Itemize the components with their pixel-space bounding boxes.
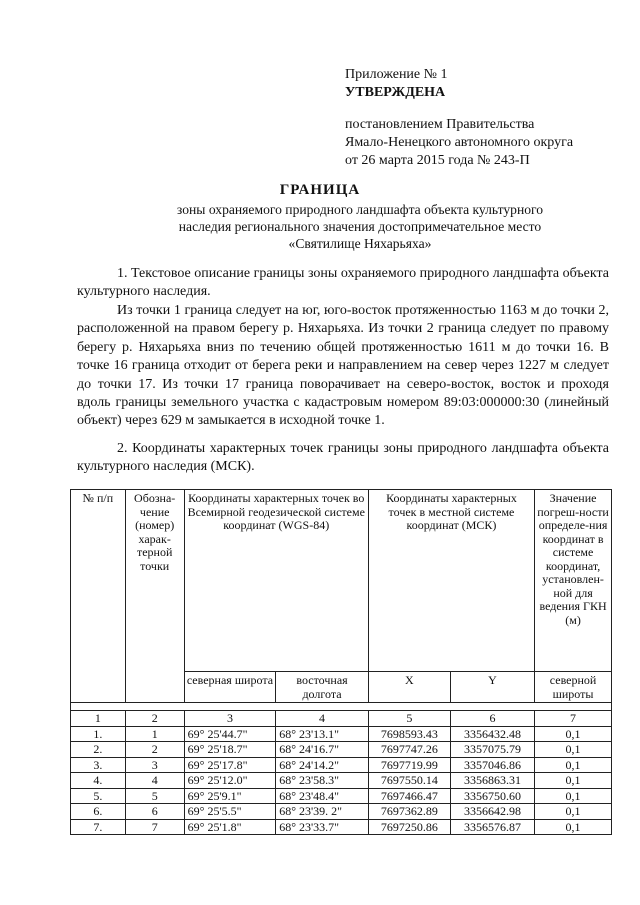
row-num: 2. xyxy=(71,742,126,758)
paragraph-1: 1. Текстовое описание границы зоны охраняемого природного ландшафта объекта культурного наследия. xyxy=(77,266,609,300)
row-num: 1. xyxy=(71,726,126,742)
row-accuracy: 0,1 xyxy=(535,726,612,742)
header-y: Y xyxy=(450,672,534,703)
row-accuracy: 0,1 xyxy=(535,773,612,789)
table-row xyxy=(71,757,612,773)
column-number: 1 xyxy=(71,711,126,727)
column-number: 3 xyxy=(184,711,276,727)
row-longitude: 68° 24'14.2" xyxy=(276,757,369,773)
appendix-number: Приложение № 1 xyxy=(345,67,448,82)
row-num: 3. xyxy=(71,757,126,773)
coordinates-table xyxy=(70,489,612,835)
row-latitude: 69° 25'12.0" xyxy=(184,773,276,789)
document-title: ГРАНИЦА xyxy=(279,182,361,198)
row-accuracy: 0,1 xyxy=(535,819,612,835)
row-y: 3356863.31 xyxy=(450,773,534,789)
header-latitude: северная широта xyxy=(184,672,276,703)
header-msk: Координаты характерных точек в местной системе координат (МСК) xyxy=(368,490,534,672)
column-number: 5 xyxy=(368,711,450,727)
subtitle-line-3: «Святилище Няхарьяха» xyxy=(288,236,432,251)
row-point: 7 xyxy=(125,819,184,835)
column-number: 2 xyxy=(125,711,184,727)
row-longitude: 68° 23'33.7" xyxy=(276,819,369,835)
column-number-row xyxy=(71,711,612,727)
row-point: 2 xyxy=(125,742,184,758)
row-num: 4. xyxy=(71,773,126,789)
row-point: 5 xyxy=(125,788,184,804)
row-longitude: 68° 23'58.3" xyxy=(276,773,369,789)
header-longitude: восточная долгота xyxy=(276,672,369,703)
row-longitude: 68° 24'16.7" xyxy=(276,742,369,758)
header-num: № п/п xyxy=(71,490,126,703)
column-number: 4 xyxy=(276,711,369,727)
table-header-row xyxy=(71,490,612,672)
row-latitude: 69° 25'1.8" xyxy=(184,819,276,835)
row-y: 3356576.87 xyxy=(450,819,534,835)
row-num: 7. xyxy=(71,819,126,835)
table-row xyxy=(71,804,612,820)
header-latitude-accuracy: северной широты xyxy=(535,672,612,703)
row-x: 7697466.47 xyxy=(368,788,450,804)
row-y: 3356750.60 xyxy=(450,788,534,804)
row-x: 7698593.43 xyxy=(368,726,450,742)
header-x: X xyxy=(368,672,450,703)
row-point: 3 xyxy=(125,757,184,773)
column-number: 6 xyxy=(450,711,534,727)
row-latitude: 69° 25'44.7" xyxy=(184,726,276,742)
subtitle-line-1: зоны охраняемого природного ландшафта объекта культурного xyxy=(176,202,544,217)
row-y: 3357046.86 xyxy=(450,757,534,773)
row-point: 4 xyxy=(125,773,184,789)
row-x: 7697747.26 xyxy=(368,742,450,758)
row-latitude: 69° 25'9.1" xyxy=(184,788,276,804)
subtitle-line-2: наследия регионального значения достопримечательное место xyxy=(178,219,542,234)
paragraph-2: Из точки 1 граница следует на юг, юго-восток протяженностью 1163 м до точки 2, расположенной на правом берегу р. Няхарьяха. Из точки 2 граница следует по правому берегу р. Няхарьяха вниз по течению общей протяженностью 1611 м до точки 16. В точке 16 граница отходит от берега реки и направлением на север через 1227 м следует до точки 17. Из точки 17 граница поворачивает на северо-восток, восток и проходя вдоль границы земельного участка с кадастровым номером 89:03:000000:30 (линейный объект) через 629 м замыкается в исходной точке 1. xyxy=(77,303,609,429)
column-number: 7 xyxy=(535,711,612,727)
row-x: 7697719.99 xyxy=(368,757,450,773)
approval-block xyxy=(345,66,573,170)
header-accuracy: Значение погреш-ности определе-ния координат в системе координат, установлен-ной для ведения ГКН (м) xyxy=(535,490,612,672)
date-line: от 26 марта 2015 года № 243-П xyxy=(345,153,530,168)
row-point: 6 xyxy=(125,804,184,820)
row-y: 3357075.79 xyxy=(450,742,534,758)
government-line: Ямало-Ненецкого автономного округа xyxy=(345,135,574,150)
header-point: Обозна-чение (номер) харак-терной точки xyxy=(125,490,184,703)
row-latitude: 69° 25'17.8" xyxy=(184,757,276,773)
table-spacer-row xyxy=(71,703,612,711)
row-longitude: 68° 23'13.1" xyxy=(276,726,369,742)
row-point: 1 xyxy=(125,726,184,742)
row-latitude: 69° 25'18.7" xyxy=(184,742,276,758)
table-row xyxy=(71,819,612,835)
row-accuracy: 0,1 xyxy=(535,742,612,758)
row-accuracy: 0,1 xyxy=(535,757,612,773)
header-wgs: Координаты характерных точек во Всемирной геодезической системе координат (WGS-84) xyxy=(184,490,368,672)
table-row xyxy=(71,726,612,742)
row-x: 7697550.14 xyxy=(368,773,450,789)
row-longitude: 68° 23'48.4" xyxy=(276,788,369,804)
document-subtitle xyxy=(80,201,640,252)
row-longitude: 68° 23'39. 2" xyxy=(276,804,369,820)
row-num: 5. xyxy=(71,788,126,804)
row-latitude: 69° 25'5.5" xyxy=(184,804,276,820)
row-num: 6. xyxy=(71,804,126,820)
table-row xyxy=(71,788,612,804)
table-row xyxy=(71,742,612,758)
row-x: 7697250.86 xyxy=(368,819,450,835)
table-row xyxy=(71,773,612,789)
row-accuracy: 0,1 xyxy=(535,804,612,820)
row-x: 7697362.89 xyxy=(368,804,450,820)
row-accuracy: 0,1 xyxy=(535,788,612,804)
resolution-line: постановлением Правительства xyxy=(345,117,535,132)
paragraph-3: 2. Координаты характерных точек границы зоны природного ландшафта объекта культурного наследия (МСК). xyxy=(77,441,609,475)
approved-label: УТВЕРЖДЕНА xyxy=(345,85,446,100)
row-y: 3356642.98 xyxy=(450,804,534,820)
row-y: 3356432.48 xyxy=(450,726,534,742)
